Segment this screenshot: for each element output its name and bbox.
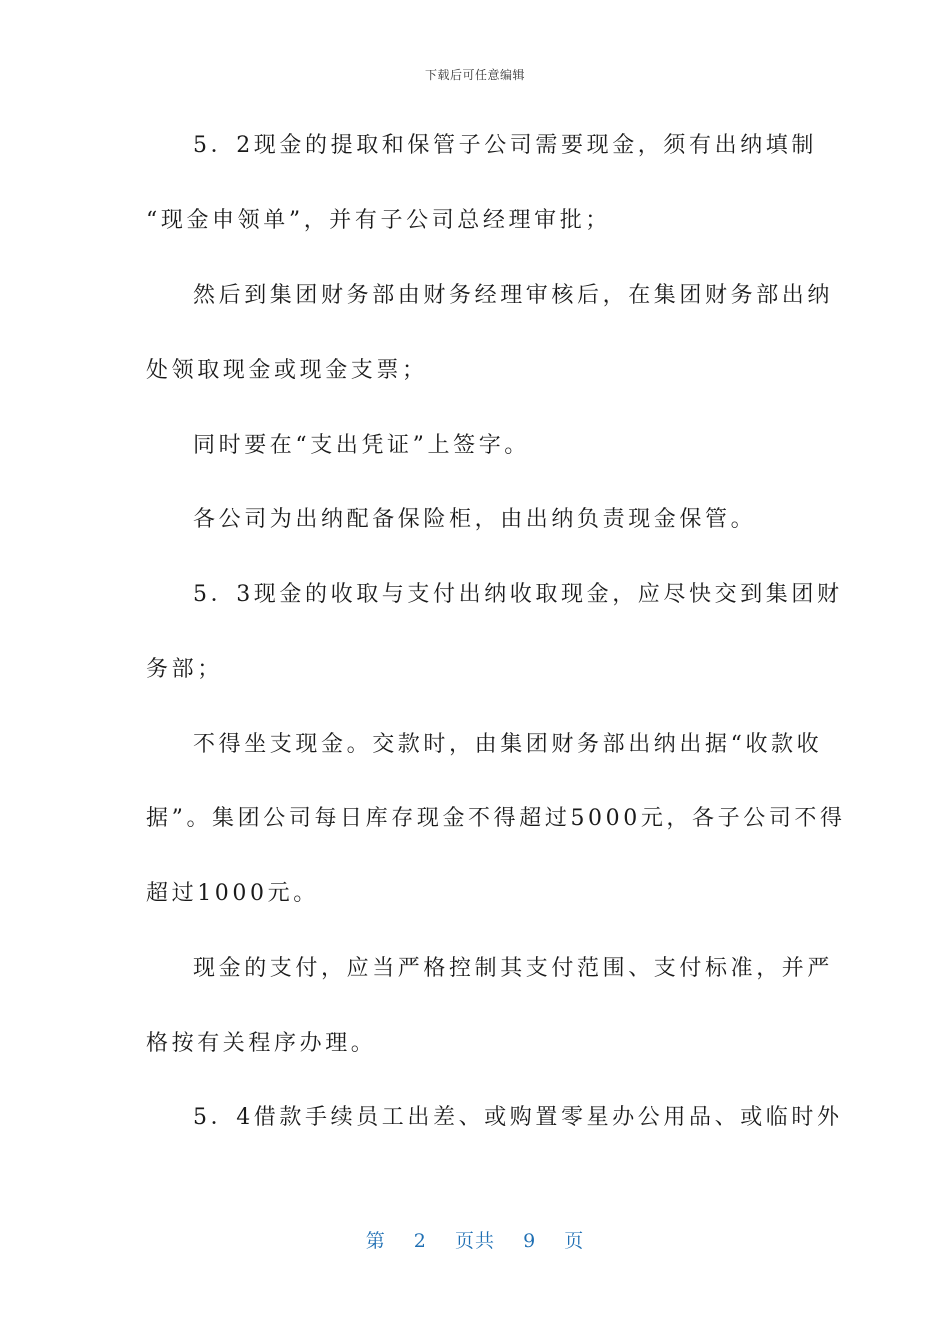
text-line: 格按有关程序办理。 <box>146 1031 377 1056</box>
text-line: 5．3现金的收取与支付出纳收取现金，应尽快交到集团财 <box>193 582 843 607</box>
footer-prefix: 第 <box>365 1230 386 1252</box>
text-line: 然后到集团财务部由财务经理审核后，在集团财务部出纳 <box>193 283 834 308</box>
text-line: “现金申领单”，并有子公司总经理审批； <box>146 208 611 233</box>
current-page-number: 2 <box>413 1230 427 1252</box>
text-line: 5．2现金的提取和保管子公司需要现金，须有出纳填制 <box>193 133 817 158</box>
text-line: 各公司为出纳配备保险柜，由出纳负责现金保管。 <box>193 507 757 532</box>
page-number-footer <box>0 1226 950 1253</box>
page-header-note: 下载后可任意编辑 <box>424 68 525 82</box>
text-line: 同时要在“支出凭证”上签字。 <box>193 433 530 458</box>
text-line: 不得坐支现金。交款时，由集团财务部出纳出据“收款收 <box>193 732 823 757</box>
text-line: 现金的支付，应当严格控制其支付范围、支付标准，并严 <box>193 956 834 981</box>
text-line: 5．4借款手续员工出差、或购置零星办公用品、或临时外 <box>193 1105 843 1130</box>
footer-middle: 页共 <box>454 1230 495 1252</box>
text-line: 务部； <box>146 657 223 682</box>
text-line: 超过1000元。 <box>146 881 319 906</box>
footer-suffix: 页 <box>564 1230 585 1252</box>
total-page-number: 9 <box>523 1230 537 1252</box>
text-line: 据”。集团公司每日库存现金不得超过5000元，各子公司不得 <box>146 806 846 831</box>
text-line: 处领取现金或现金支票； <box>146 358 428 383</box>
